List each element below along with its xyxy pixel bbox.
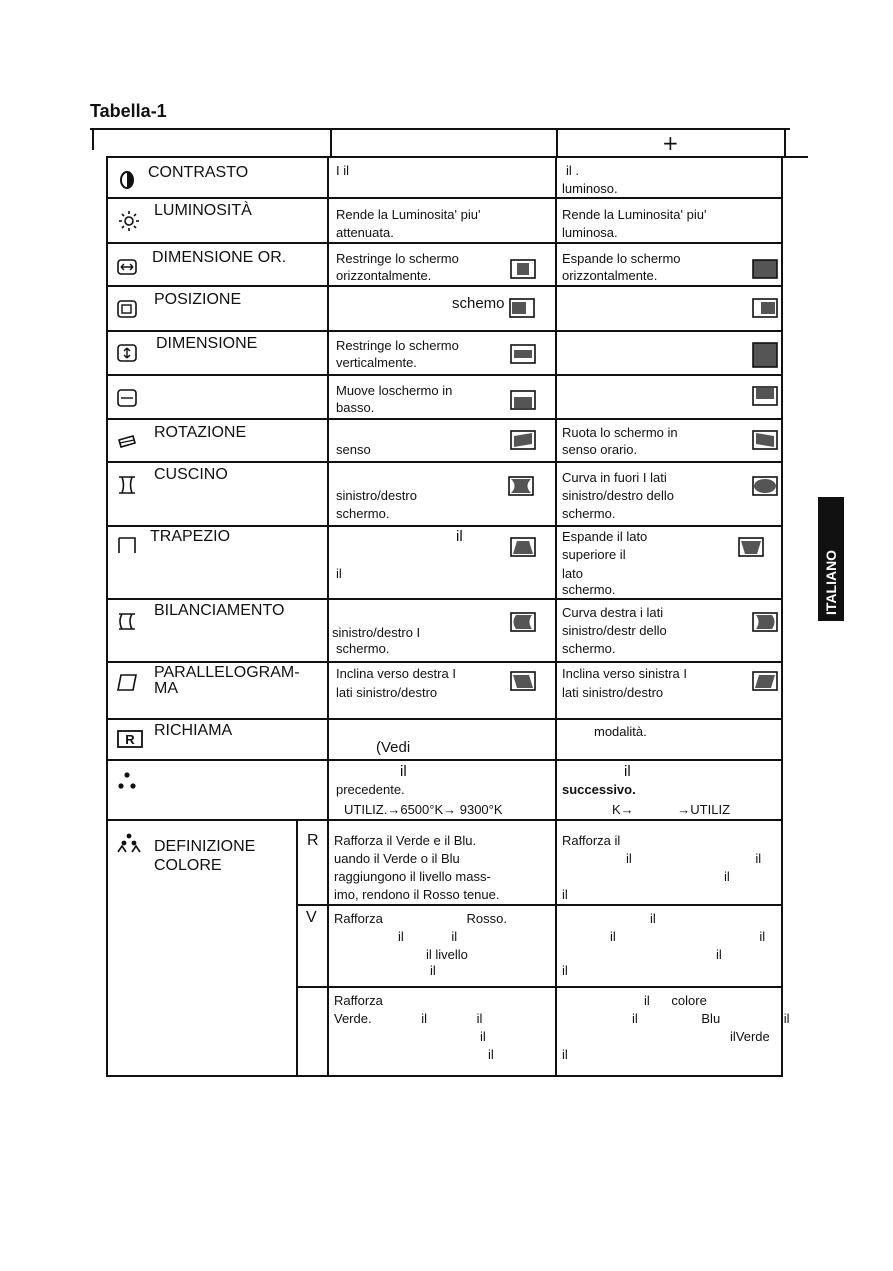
- plus-header: +: [662, 131, 679, 155]
- row-plus-text: schermo.: [562, 641, 616, 656]
- screen-thumb-icon: [510, 671, 536, 691]
- v-plus: il: [562, 963, 568, 978]
- row-minus-text: schemo: [452, 295, 505, 312]
- rotation-icon: [116, 430, 138, 452]
- b-minus: il: [488, 1047, 494, 1062]
- b-minus: Rafforza: [334, 993, 383, 1008]
- row-plus-text: superiore il: [562, 547, 626, 562]
- row-plus-text: Curva in fuori I lati: [562, 470, 667, 485]
- row-rule: [106, 374, 783, 376]
- color-temp-minus: precedente.: [336, 782, 405, 797]
- recall-text-2: (Vedi: [376, 739, 411, 756]
- r-minus: raggiungono il livello mass-: [334, 869, 491, 884]
- row-label-rotazione: ROTAZIONE: [154, 424, 247, 441]
- row-rule: [106, 819, 783, 821]
- parallelogram-icon: [116, 671, 138, 693]
- b-plus: ilVerde: [730, 1029, 770, 1044]
- screen-thumb-icon: [752, 612, 778, 632]
- color-temp-plus: K→ →UTILIZ: [612, 802, 731, 817]
- r-plus: il: [562, 887, 568, 902]
- screen-thumb-icon: [510, 537, 536, 557]
- row-label-dim-or: DIMENSIONE OR.: [152, 249, 287, 266]
- header-rule: [90, 128, 790, 130]
- row-plus-text: senso orario.: [562, 442, 638, 457]
- v-plus: il il: [610, 929, 766, 944]
- row-minus-text: Restringe lo schermo: [336, 338, 459, 353]
- row-minus-text: schermo.: [336, 506, 390, 521]
- row-rule: [106, 285, 783, 287]
- row-label-bilanciamento: BILANCIAMENTO: [154, 602, 285, 619]
- row-rule: [106, 461, 783, 463]
- screen-thumb-icon: [752, 386, 778, 406]
- screen-thumb-icon: [752, 259, 778, 279]
- row-plus-text: il .: [566, 163, 579, 178]
- screen-thumb-icon: [752, 342, 778, 368]
- row-rule: [106, 242, 783, 244]
- color-temp-icon: [116, 770, 138, 792]
- row-label-dimensione: DIMENSIONE: [156, 335, 258, 352]
- screen-thumb-icon: [752, 298, 778, 318]
- h-size-icon: [116, 256, 138, 278]
- v-position-icon: [116, 387, 138, 409]
- row-plus-text: sinistro/destro dello: [562, 488, 674, 503]
- row-rule: [298, 904, 783, 906]
- r-plus: Rafforza il: [562, 833, 621, 848]
- row-minus-text: I il: [336, 163, 349, 178]
- screen-thumb-icon: [508, 476, 534, 496]
- row-minus-text: lati sinistro/destro: [336, 685, 438, 700]
- row-minus-text: Inclina verso destra I: [336, 666, 456, 681]
- row-minus-text: attenuata.: [336, 225, 394, 240]
- row-minus-text: orizzontalmente.: [336, 268, 432, 283]
- row-rule: [106, 197, 783, 199]
- r-plus: il: [724, 869, 730, 884]
- trapezoid-icon: [116, 534, 138, 556]
- row-minus-text: schermo.: [336, 641, 390, 656]
- header-divider-2: [556, 128, 558, 156]
- row-label-cuscino: CUSCINO: [154, 466, 228, 483]
- header-divider-3: [784, 128, 786, 156]
- grid-left: [106, 156, 108, 1076]
- row-rule: [106, 598, 783, 600]
- header-divider-1: [330, 128, 332, 156]
- r-minus: imo, rendono il Rosso tenue.: [334, 887, 500, 902]
- row-minus-text: il: [456, 528, 463, 545]
- row-plus-text: sinistro/destr dello: [562, 623, 667, 638]
- row-plus-text: lato: [562, 566, 583, 581]
- row-rule: [298, 986, 783, 988]
- color-temp-minus: UTILIZ.→6500°K→ 9300°K: [344, 802, 503, 817]
- v-minus: il livello: [426, 947, 468, 962]
- row-minus-text: Rende la Luminosita' piu': [336, 207, 481, 222]
- pincushion-icon: [116, 474, 138, 496]
- row-plus-text: schermo.: [562, 582, 616, 597]
- screen-thumb-icon: [510, 430, 536, 450]
- color-define-icon: [116, 832, 142, 854]
- table-title: Tabella-1: [90, 101, 167, 121]
- r-plus: il il: [626, 851, 762, 866]
- contrast-icon: [116, 169, 138, 191]
- r-key: R: [307, 832, 319, 849]
- row-minus-text: senso: [336, 442, 371, 457]
- recall-icon: [116, 728, 144, 750]
- row-rule: [106, 759, 783, 761]
- v-minus: il il: [398, 929, 458, 944]
- row-plus-text: Rende la Luminosita' piu': [562, 207, 707, 222]
- row-minus-text: sinistro/destro: [336, 488, 417, 503]
- row-label-colore: COLORE: [154, 857, 222, 874]
- color-temp-plus: il: [624, 763, 631, 780]
- language-tab-label: [818, 535, 844, 615]
- v-minus: Rafforza Rosso.: [334, 911, 507, 926]
- v-size-icon: [116, 342, 138, 364]
- row-minus-text: Muove loschermo in: [336, 383, 453, 398]
- row-minus-text: il: [336, 566, 342, 581]
- screen-thumb-icon: [510, 259, 536, 279]
- v-minus: il: [430, 963, 436, 978]
- grid-right: [781, 156, 783, 1076]
- grid-rgb-col: [296, 820, 298, 1076]
- h-position-icon: [116, 298, 138, 320]
- row-label-parallelogramma: PARALLELOGRAM-: [154, 664, 300, 681]
- screen-thumb-icon: [738, 537, 764, 557]
- grid-col-1: [327, 156, 329, 1076]
- header-left-stub: [92, 128, 94, 150]
- color-temp-plus: successivo.: [562, 782, 636, 797]
- row-label-parallelogramma-2: MA: [154, 680, 178, 697]
- b-minus: il: [480, 1029, 486, 1044]
- pin-balance-icon: [116, 610, 138, 632]
- row-plus-text: Espande lo schermo: [562, 251, 681, 266]
- b-plus: il Blu il: [632, 1011, 790, 1026]
- row-plus-text: schermo.: [562, 506, 616, 521]
- v-plus: il: [650, 911, 656, 926]
- row-rule: [106, 330, 783, 332]
- row-label-richiama: RICHIAMA: [154, 722, 233, 739]
- screen-thumb-icon: [510, 344, 536, 364]
- row-plus-text: luminoso.: [562, 181, 618, 196]
- row-rule: [106, 718, 783, 720]
- svg-text:ITALIANO: ITALIANO: [823, 549, 839, 615]
- row-rule: [106, 418, 783, 420]
- r-minus: uando il Verde o il Blu: [334, 851, 460, 866]
- screen-thumb-icon: [752, 671, 778, 691]
- b-plus: il colore: [644, 993, 707, 1008]
- b-plus: il: [562, 1047, 568, 1062]
- row-label-definizione: DEFINIZIONE: [154, 838, 256, 855]
- row-minus-text: basso.: [336, 400, 375, 415]
- row-plus-text: Ruota lo schermo in: [562, 425, 678, 440]
- svg-text:R: R: [125, 732, 135, 747]
- recall-text: modalità.: [594, 724, 647, 739]
- grid-bottom: [106, 1075, 783, 1077]
- screen-thumb-icon: [509, 298, 535, 318]
- row-minus-text: Restringe lo schermo: [336, 251, 459, 266]
- v-plus: il: [716, 947, 722, 962]
- row-plus-text: Curva destra i lati: [562, 605, 664, 620]
- b-minus: Verde. il il: [334, 1011, 483, 1026]
- row-label-posizione: POSIZIONE: [154, 291, 242, 308]
- brightness-icon: [118, 210, 140, 232]
- screen-thumb-icon: [510, 390, 536, 410]
- row-label-contrasto: CONTRASTO: [148, 164, 249, 181]
- grid-top: [108, 156, 808, 158]
- grid-col-2: [555, 156, 557, 1076]
- r-minus: Rafforza il Verde e il Blu.: [334, 833, 477, 848]
- screen-thumb-icon: [752, 476, 778, 496]
- row-label-trapezio: TRAPEZIO: [150, 528, 231, 545]
- v-key: V: [306, 909, 317, 926]
- row-plus-text: Inclina verso sinistra I: [562, 666, 687, 681]
- screen-thumb-icon: [510, 612, 536, 632]
- row-minus-text: sinistro/destro I: [332, 625, 421, 640]
- row-rule: [106, 525, 783, 527]
- row-minus-text: verticalmente.: [336, 355, 417, 370]
- row-plus-text: luminosa.: [562, 225, 618, 240]
- screen-thumb-icon: [752, 430, 778, 450]
- row-plus-text: Espande il lato: [562, 529, 648, 544]
- row-plus-text: lati sinistro/destro: [562, 685, 664, 700]
- row-label-luminosita: LUMINOSITÀ: [154, 202, 252, 219]
- row-plus-text: orizzontalmente.: [562, 268, 658, 283]
- row-rule: [106, 661, 783, 663]
- color-temp-minus: il: [400, 763, 407, 780]
